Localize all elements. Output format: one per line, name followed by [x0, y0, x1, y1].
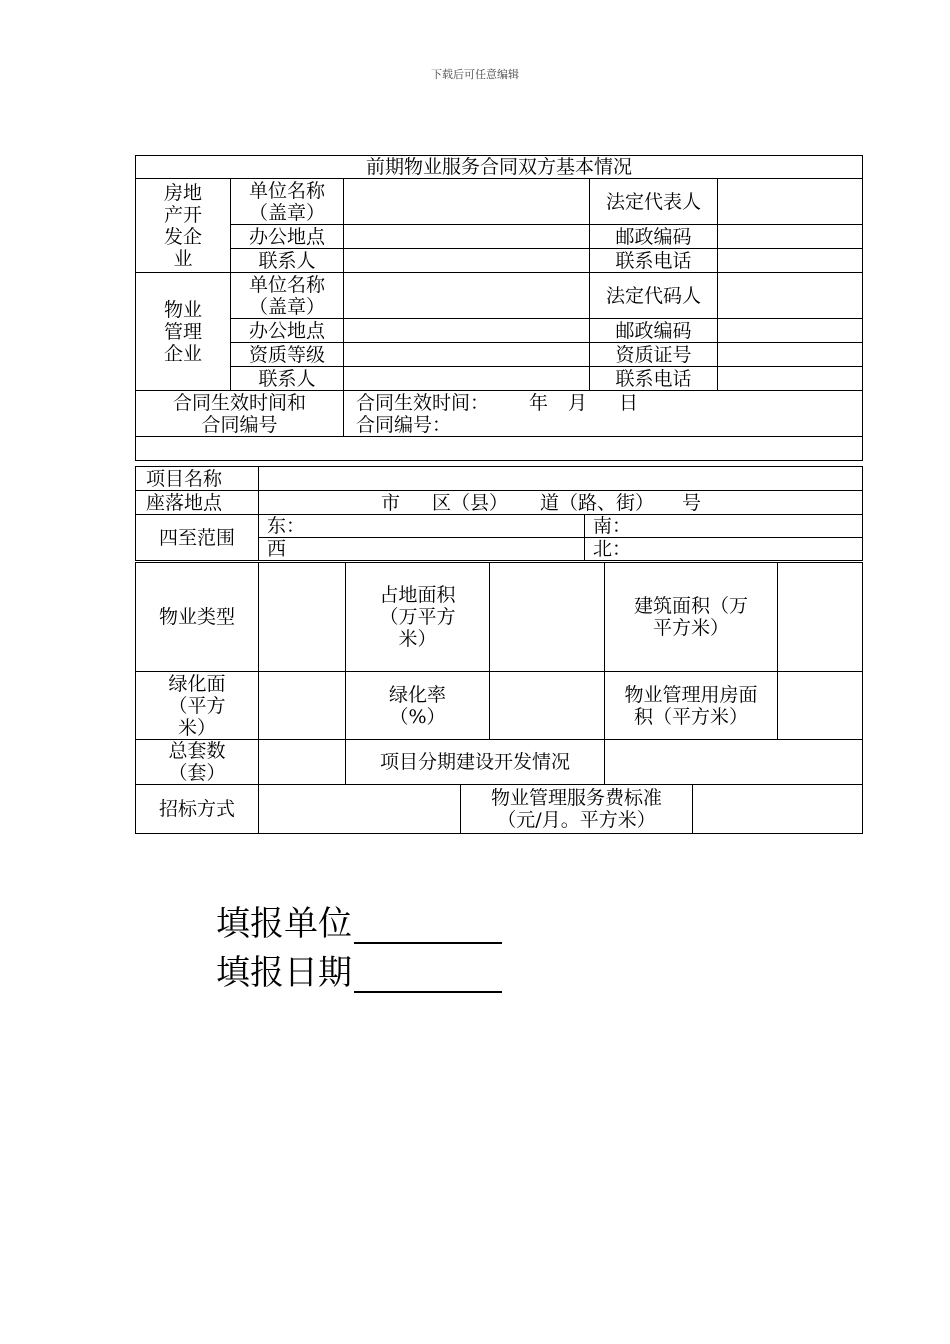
phased-dev-label: 项目分期建设开发情况: [346, 740, 605, 785]
boundary-east[interactable]: 东：: [259, 515, 585, 538]
sign-date-field[interactable]: [354, 961, 502, 993]
sign-date-label: 填报日期: [216, 953, 352, 993]
contract-day-label: 日: [619, 391, 639, 414]
contract-month-label: 月: [568, 391, 588, 414]
manager-contact-label: 联系人: [231, 367, 344, 391]
developer-unit-name-label: 单位名称（盖章）: [231, 179, 344, 225]
developer-postcode-field[interactable]: [718, 225, 863, 249]
building-area-field[interactable]: [778, 563, 863, 672]
manager-legal-rep-field[interactable]: [718, 273, 863, 319]
fee-standard-field[interactable]: [693, 785, 863, 834]
manager-office-label: 办公地点: [231, 319, 344, 343]
boundary-west[interactable]: 西: [259, 538, 585, 561]
blank-row: [136, 437, 863, 461]
mgmt-room-area-label: 物业管理用房面积（平方米）: [605, 672, 778, 740]
bidding-field[interactable]: [259, 785, 461, 834]
manager-qualification-cert-field[interactable]: [718, 343, 863, 367]
mgmt-room-area-field[interactable]: [778, 672, 863, 740]
manager-qualification-cert-label: 资质证号: [590, 343, 718, 367]
sign-unit-row: [216, 904, 502, 944]
developer-contact-field[interactable]: [344, 249, 590, 273]
green-rate-field[interactable]: [490, 672, 605, 740]
developer-postcode-label: 邮政编码: [590, 225, 718, 249]
developer-unit-name-field[interactable]: [344, 179, 590, 225]
land-area-field[interactable]: [490, 563, 605, 672]
page-header: 下载后可任意编辑: [431, 68, 519, 81]
land-area-label: 占地面积（万平方米）: [346, 563, 490, 672]
manager-phone-label: 联系电话: [590, 367, 718, 391]
developer-legal-rep-field[interactable]: [718, 179, 863, 225]
manager-postcode-label: 邮政编码: [590, 319, 718, 343]
developer-office-field[interactable]: [344, 225, 590, 249]
green-area-label: 绿化面（平方米）: [136, 672, 259, 740]
manager-contact-field[interactable]: [344, 367, 590, 391]
sign-date-row: [216, 953, 502, 993]
manager-qualification-level-label: 资质等级: [231, 343, 344, 367]
manager-postcode-field[interactable]: [718, 319, 863, 343]
contract-field[interactable]: [344, 391, 863, 437]
bidding-label: 招标方式: [136, 785, 259, 834]
building-area-label: 建筑面积（万平方米）: [605, 563, 778, 672]
parties-table: [135, 155, 863, 461]
manager-qualification-level-field[interactable]: [344, 343, 590, 367]
project-name-label: 项目名称: [136, 467, 259, 491]
green-area-field[interactable]: [259, 672, 346, 740]
manager-phone-field[interactable]: [718, 367, 863, 391]
sign-unit-field[interactable]: [354, 912, 502, 944]
sign-unit-label: 填报单位: [216, 904, 352, 944]
project-location-field[interactable]: [259, 491, 863, 515]
location-city-label: 市: [381, 491, 401, 514]
green-rate-label: 绿化率（%）: [346, 672, 490, 740]
project-location-label: 座落地点: [136, 491, 259, 515]
form-title: 前期物业服务合同双方基本情况: [136, 156, 863, 179]
fee-standard-label: 物业管理服务费标准（元/月。平方米）: [461, 785, 693, 834]
project-table: [135, 466, 863, 561]
project-name-field[interactable]: [259, 467, 863, 491]
developer-office-label: 办公地点: [231, 225, 344, 249]
location-number-label: 号: [682, 491, 702, 514]
developer-contact-label: 联系人: [231, 249, 344, 273]
manager-unit-name-field[interactable]: [344, 273, 590, 319]
developer-phone-field[interactable]: [718, 249, 863, 273]
total-units-field[interactable]: [259, 740, 346, 785]
contract-number-label: 合同编号：: [356, 413, 452, 436]
location-road-label: 道（路、街）: [540, 491, 655, 514]
details-table: [135, 562, 863, 834]
contract-label: 合同生效时间和合同编号: [136, 391, 344, 437]
manager-office-field[interactable]: [344, 319, 590, 343]
boundaries-label: 四至范围: [136, 515, 259, 561]
location-district-label: 区（县）: [432, 491, 509, 514]
manager-group-label: 物业管理企业: [136, 273, 231, 391]
boundary-south[interactable]: 南：: [585, 515, 863, 538]
contract-year-label: 年: [529, 391, 549, 414]
developer-legal-rep-label: 法定代表人: [590, 179, 718, 225]
developer-group-label: 房地产开发企业: [136, 179, 231, 273]
manager-unit-name-label: 单位名称（盖章）: [231, 273, 344, 319]
developer-phone-label: 联系电话: [590, 249, 718, 273]
property-type-field[interactable]: [259, 563, 346, 672]
property-type-label: 物业类型: [136, 563, 259, 672]
phased-dev-field[interactable]: [605, 740, 863, 785]
manager-legal-rep-label: 法定代码人: [590, 273, 718, 319]
total-units-label: 总套数（套）: [136, 740, 259, 785]
contract-effective-time-label: 合同生效时间：: [356, 391, 490, 414]
boundary-north[interactable]: 北：: [585, 538, 863, 561]
